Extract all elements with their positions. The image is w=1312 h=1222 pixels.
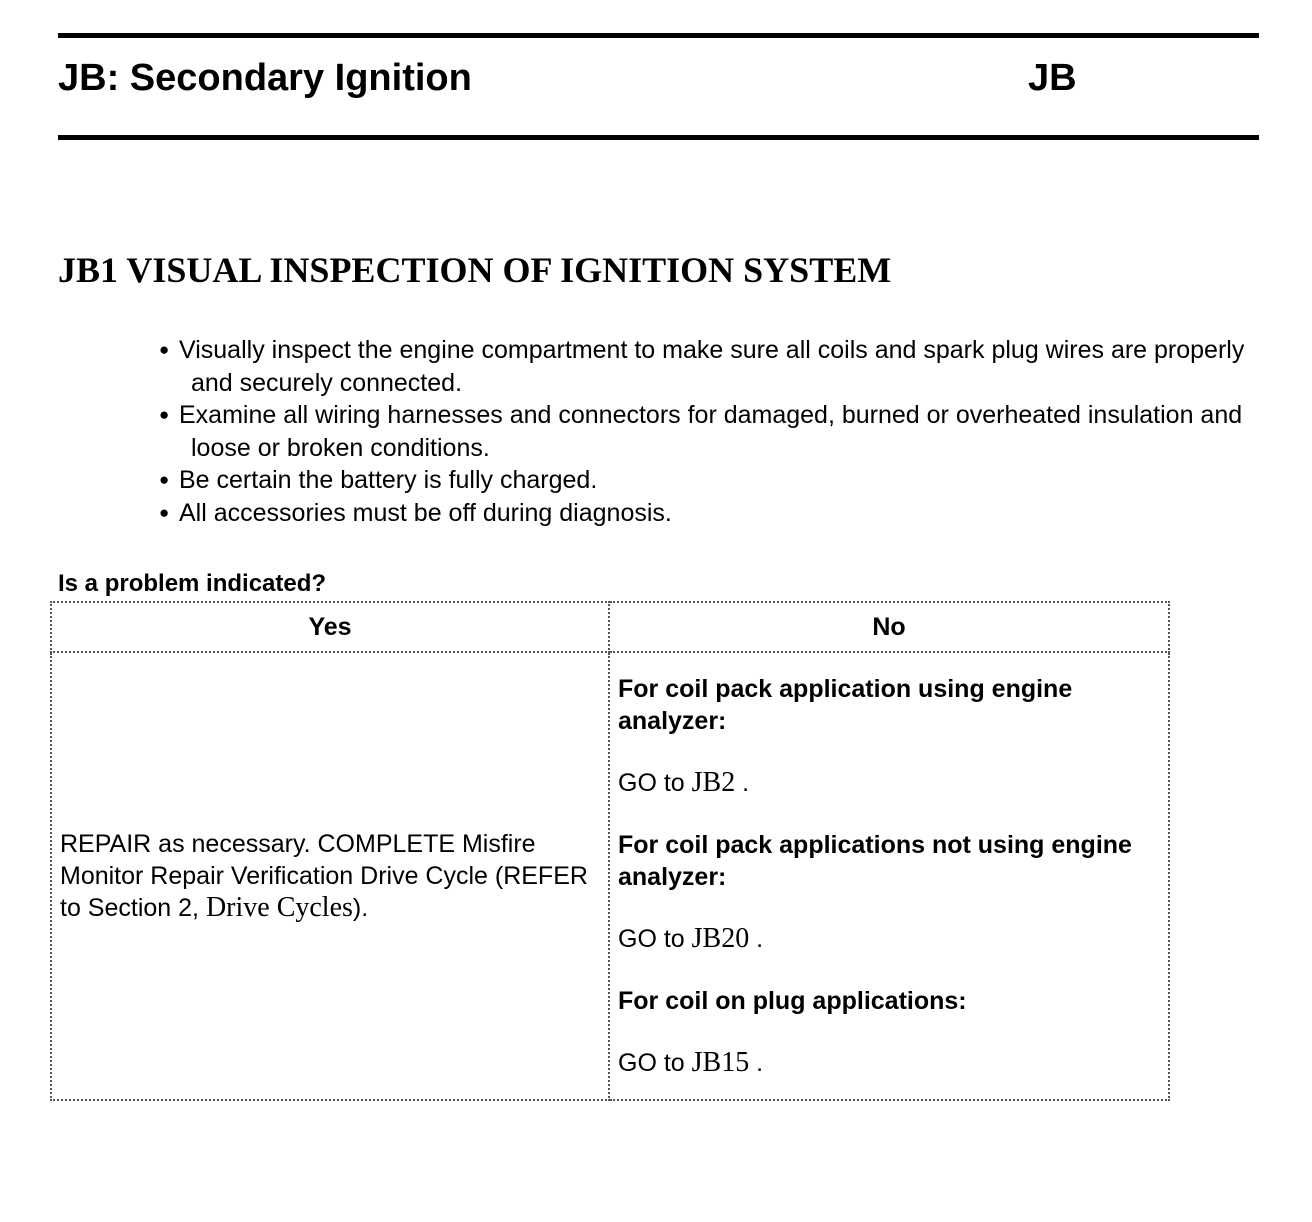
bullet-text: Be certain the battery is fully charged. — [179, 466, 598, 494]
decision-table — [50, 601, 1170, 1101]
bullet-item — [139, 464, 1259, 497]
goto-jb20-link[interactable]: JB20 — [691, 923, 750, 954]
goto-jb15-link[interactable]: JB15 — [691, 1047, 750, 1078]
table-row — [51, 652, 1169, 1100]
goto-suffix: . — [749, 925, 764, 953]
bullet-item — [139, 399, 1259, 464]
section-title: JB1 VISUAL INSPECTION OF IGNITION SYSTEM — [58, 250, 892, 290]
yes-column-header: Yes — [51, 602, 609, 652]
goto-prefix: GO to — [618, 925, 692, 953]
goto-suffix: . — [749, 1049, 764, 1077]
no-option-goto — [618, 767, 1160, 799]
no-column-header: No — [609, 602, 1169, 652]
table-header-row — [51, 602, 1169, 652]
no-option-goto — [618, 923, 1160, 955]
page-header-title: JB: Secondary Ignition — [58, 57, 472, 99]
bullet-item — [139, 334, 1259, 399]
header-top-rule — [58, 33, 1259, 38]
bullet-text: Visually inspect the engine compartment to make sure all coils and spark plug wires are properly and securely connected. — [179, 336, 1245, 397]
inspection-bullet-list — [139, 334, 1259, 529]
yes-text-suffix: ). — [352, 894, 369, 922]
goto-suffix: . — [735, 769, 750, 797]
bullet-dot-icon: ● — [159, 502, 170, 522]
goto-prefix: GO to — [618, 769, 692, 797]
decision-question: Is a problem indicated? — [58, 570, 327, 597]
no-option-label: For coil on plug applications: — [618, 987, 967, 1015]
goto-prefix: GO to — [618, 1049, 692, 1077]
no-option-label: For coil pack applications not using engine analyzer: — [618, 831, 1132, 891]
bullet-item — [139, 497, 1259, 530]
no-option-label: For coil pack application using engine analyzer: — [618, 675, 1073, 735]
bullet-text: All accessories must be off during diagnosis. — [179, 498, 672, 527]
no-cell — [609, 652, 1169, 1100]
header-bottom-rule — [58, 135, 1259, 140]
yes-cell — [51, 652, 609, 1100]
bullet-text: Examine all wiring harnesses and connectors for damaged, burned or overheated insulation and loose or broken conditions. — [179, 401, 1243, 462]
drive-cycles-link[interactable]: Drive Cycles — [205, 892, 353, 923]
no-option-goto — [618, 1047, 1160, 1079]
yes-text-prefix: REPAIR as necessary. COMPLETE Misfire Monitor Repair Verification Drive Cycle (REFER to Section 2, — [60, 830, 588, 922]
bullet-dot-icon: ● — [159, 470, 170, 489]
bullet-dot-icon: ● — [159, 405, 170, 424]
page-header-code: JB — [1028, 57, 1077, 99]
goto-jb2-link[interactable]: JB2 — [691, 767, 736, 798]
bullet-dot-icon: ● — [159, 340, 170, 359]
